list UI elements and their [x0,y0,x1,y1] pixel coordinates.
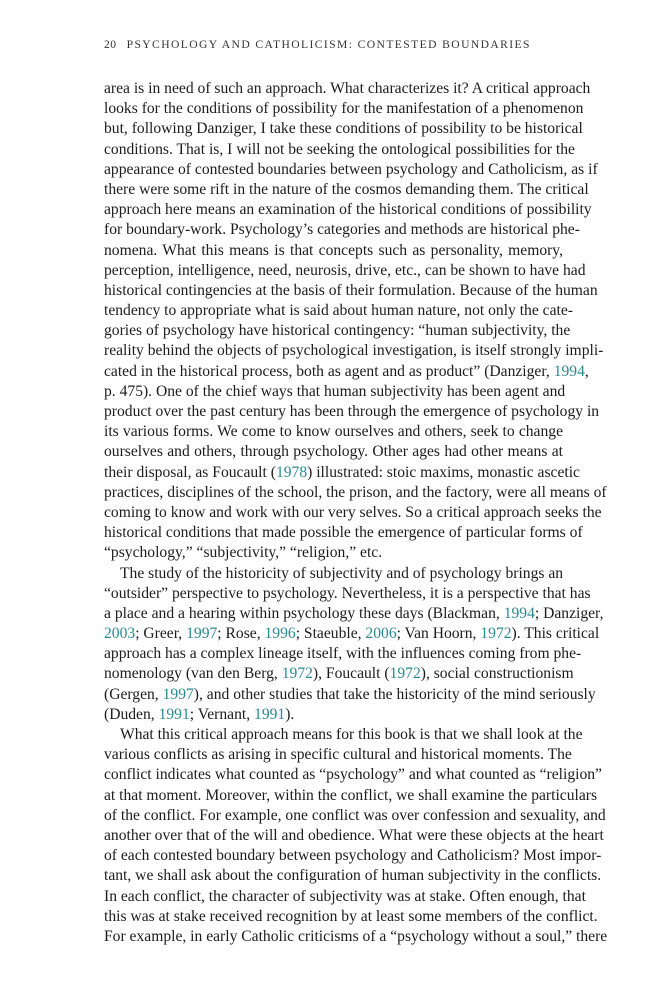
text-run: appearance of contested boundaries between psychology and Catholicism, as if [104,160,598,178]
text-run: cated in the historical process, both as agent and as product” (Danziger, [104,362,554,380]
citation-link[interactable]: 1991 [254,705,286,723]
text-run: approach has a complex lineage itself, with the influences coming from phe- [104,645,582,663]
citation-link[interactable]: 1994 [503,604,535,622]
text-line [104,887,586,907]
text-line [104,321,571,341]
text-run: ), Foucault ( [312,665,390,683]
citation-link[interactable]: 2006 [365,625,397,643]
citation-link[interactable]: 1997 [186,625,218,643]
text-run: ). This critical [511,625,600,643]
text-run: ; Rose, [217,625,265,643]
page-number: 20 [104,38,117,51]
text-line [104,503,602,523]
text-run: ), social constructionism [420,665,574,683]
text-line [104,543,563,563]
text-run: of the conflict. For example, one conflict was over confession and sexuality, and [104,806,606,824]
text-run: area is in need of such an approach. What characterizes it? A critical approach [104,80,591,97]
text-line [104,483,607,503]
text-run: reality behind the objects of psychological investigation, is itself strongly impli- [104,342,604,360]
text-line [104,584,591,604]
text-run: ), and other studies that take the historicity of the mind seriously [193,685,596,703]
text-line [104,119,583,139]
text-line [104,644,582,664]
text-line [104,382,566,402]
citation-link[interactable]: 1994 [553,362,585,380]
text-line [104,402,600,422]
text-run: there were some rift in the nature of the cosmos demanding them. The critical [104,180,589,198]
citation-link[interactable]: 1978 [275,463,308,481]
text-line [104,200,592,220]
text-run: of each contested boundary between psychology and Catholicism? Most impor- [104,847,602,865]
citation-link[interactable]: 2003 [104,625,136,643]
text-line [104,866,602,886]
text-line [104,301,573,321]
text-run: its various forms. We come to know ourselves and others, seek to change [104,423,563,441]
text-run: ; Danziger, [534,604,604,622]
text-line [104,806,606,826]
text-run: at that moment. Moreover, within the conflict, we shall examine the particulars [104,786,598,804]
running-head [104,38,574,51]
text-run: In each conflict, the character of subjectivity was at stake. Often enough, that [104,887,586,905]
text-line [104,725,583,745]
text-run: For example, in early Catholic criticisms of a “psychology without a soul,” there [104,927,608,945]
text-run: (Gergen, [104,685,163,703]
text-run: ; Greer, [135,625,187,643]
text-run: another over that of the will and obedience. What were these objects at the heart [104,826,604,844]
citation-link[interactable]: 1972 [389,665,421,683]
text-run: (Duden, [104,705,159,723]
text-line [104,79,591,99]
text-run: conditions. That is, I will not be seeking the ontological possibilities for the [104,140,575,158]
text-run: ; Staeuble, [295,625,366,643]
text-line [104,220,580,240]
text-line [104,846,602,866]
text-run: nomena. What this means is that concepts such as personality, memory, [104,241,563,259]
text-run: ) illustrated: stoic maxims, monastic ascetic [307,463,580,481]
text-run: approach here means an examination of the historical conditions of possibility [104,201,592,219]
text-run: for boundary-work. Psychology’s categories and methods are historical phe- [104,221,580,239]
text-line [104,664,574,684]
text-line [104,241,563,261]
text-run: tant, we shall ask about the configuration of human subjectivity in the conflicts. [104,867,602,885]
text-run: The study of the historicity of subjectivity and of psychology brings an [120,564,564,582]
text-line [104,140,575,160]
text-run: ; Van Hoorn, [396,625,481,643]
text-run: this was at stake received recognition by at least some members of the conflict. [104,907,598,925]
text-run: various conflicts as arising in specific cultural and historical moments. The [104,746,572,764]
text-line [104,604,604,624]
text-line [104,685,596,705]
text-line [104,180,589,200]
text-run: historical contingencies at the basis of their formulation. Because of the human [104,281,598,299]
text-run: “outsider” perspective to psychology. Nevertheless, it is a perspective that has [104,584,591,602]
text-run: gories of psychology have historical contingency: “human subjectivity, the [104,322,571,340]
text-line [104,99,584,119]
text-line [104,463,580,483]
text-run: What this critical approach means for this book is that we shall look at the [120,726,583,743]
text-run: tendency to appropriate what is said about human nature, not only the cate- [104,302,573,320]
text-line [104,927,608,947]
citation-link[interactable]: 1996 [264,625,296,643]
text-line [104,624,600,644]
text-line [104,341,604,361]
text-run: practices, disciplines of the school, the prison, and the factory, were all means of [104,483,607,501]
text-run: ). [285,705,295,723]
text-line [104,745,572,765]
text-run: ; Vernant, [189,705,255,723]
text-run: a place and a hearing within psychology these days (Blackman, [104,604,504,622]
body-text [104,79,608,947]
text-run: perception, intelligence, need, neurosis, drive, etc., can be shown to have had [104,261,586,279]
text-line [104,422,563,442]
text-run: coming to know and work with our very selves. So a critical approach seeks the [104,503,602,521]
text-line [104,523,583,543]
text-line [104,442,563,462]
text-line [104,705,563,725]
text-run: looks for the conditions of possibility for the manifestation of a phenomenon [104,100,584,118]
text-line [104,564,563,584]
citation-link[interactable]: 1997 [162,685,194,703]
text-line [104,281,598,301]
running-title: PSYCHOLOGY AND CATHOLICISM: CONTESTED BOUNDARIES [126,38,531,51]
text-run: product over the past century has been through the emergence of psychology in [104,403,600,420]
text-line [104,907,598,927]
text-run: “psychology,” “subjectivity,” “religion,” etc. [104,544,383,562]
text-line [104,160,598,180]
text-line [104,786,598,806]
citation-link[interactable]: 1972 [480,625,512,643]
text-line [104,362,589,382]
text-line [104,826,604,846]
text-line [104,261,586,281]
text-run: nomenology (van den Berg, [104,665,282,683]
text-line [104,765,602,785]
text-run: conflict indicates what counted as “psychology” and what counted as “religion” [104,766,602,784]
citation-link[interactable]: 1972 [281,665,313,683]
text-run: p. 475). One of the chief ways that human subjectivity has been agent and [104,382,566,400]
text-run: , [584,362,589,380]
text-run: ourselves and others, through psychology. Other ages had other means at [104,443,563,461]
text-run: their disposal, as Foucault ( [104,463,276,481]
citation-link[interactable]: 1991 [158,705,190,723]
text-run: historical conditions that made possible the emergence of particular forms of [104,524,583,542]
text-run: but, following Danziger, I take these conditions of possibility to be historical [104,120,583,138]
